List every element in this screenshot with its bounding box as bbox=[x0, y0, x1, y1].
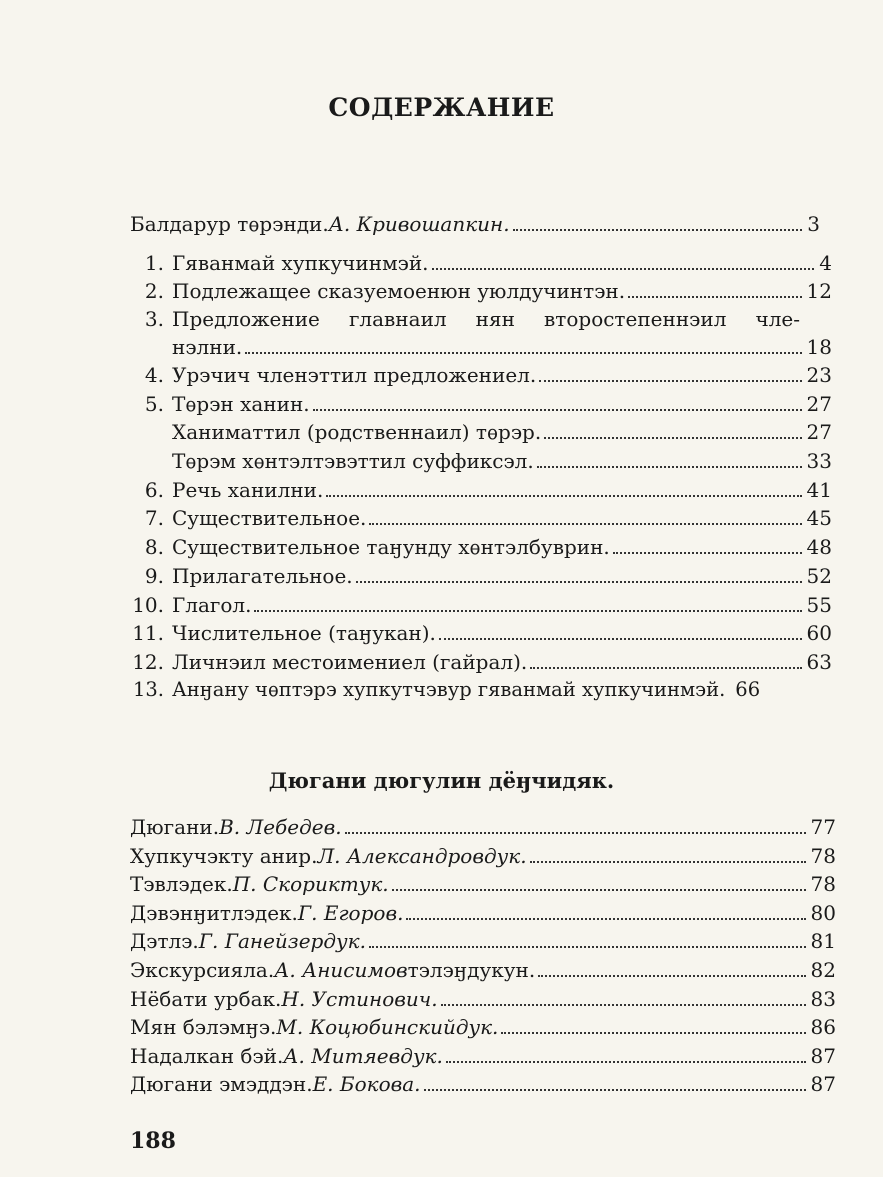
toc-entry bbox=[130, 505, 832, 531]
toc-entry-page: 80 bbox=[810, 901, 836, 925]
toc-entry-page: 87 bbox=[810, 1072, 836, 1096]
toc-entry-page: 4 bbox=[819, 251, 832, 275]
leader-dots bbox=[538, 975, 805, 977]
toc-entry-line2 bbox=[172, 334, 832, 360]
leader-dots bbox=[432, 268, 815, 270]
toc-entry-page: 63 bbox=[806, 650, 832, 674]
toc-subentry bbox=[172, 419, 832, 445]
toc-entry-author: П. Скориктук. bbox=[232, 872, 389, 896]
toc-entry-text: Дэвэнӈитлэдек. bbox=[130, 901, 298, 925]
toc-entry bbox=[130, 477, 832, 503]
toc-entry-page: 48 bbox=[806, 535, 832, 559]
leader-dots bbox=[356, 581, 802, 583]
toc-entry-page: 86 bbox=[810, 1015, 836, 1039]
toc-entry-author: А. Анисимов bbox=[274, 958, 408, 982]
toc-entry-author: Н. Устинович. bbox=[281, 987, 438, 1011]
leader-dots bbox=[424, 1089, 806, 1091]
toc-entry-text: Дэтлэ. bbox=[130, 929, 199, 953]
leader-dots bbox=[313, 409, 802, 411]
leader-dots bbox=[530, 667, 801, 669]
toc-entry-text: Мян бэлэмӈэ. bbox=[130, 1015, 277, 1039]
toc-entry-number: 2. bbox=[144, 279, 164, 303]
toc-entry-author: Г. Егоров. bbox=[297, 901, 404, 925]
leader-dots bbox=[441, 1004, 806, 1006]
toc-entry-text: Экскурсияла. bbox=[130, 958, 275, 982]
toc-entry-number: 1. bbox=[144, 251, 164, 275]
toc-entry-text: Нёбати урбак. bbox=[130, 987, 282, 1011]
toc-entry-suffix: тэлэӈдукун. bbox=[407, 958, 536, 982]
leader-dots bbox=[439, 638, 802, 640]
toc-entry-author: Л. Александровдук. bbox=[317, 844, 527, 868]
toc-entry-text: Существительное. bbox=[172, 506, 367, 530]
toc-entry-number: 8. bbox=[144, 535, 164, 559]
toc-entry-text: Тѳрэм хѳнтэлтэвэттил суффиксэл. bbox=[172, 449, 534, 473]
toc-entry-text: Подлежащее сказуемоенюн уюлдучинтэн. bbox=[172, 279, 626, 303]
toc-entry-page: 41 bbox=[806, 478, 832, 502]
toc-entry-text: Предложение главнаил нян второстепеннэил чле- bbox=[172, 307, 800, 331]
toc-entry-page: 83 bbox=[810, 987, 836, 1011]
leader-dots bbox=[406, 918, 805, 920]
toc-entry-text: Хупкучэкту анир. bbox=[130, 844, 318, 868]
toc-subentry bbox=[172, 448, 832, 474]
toc-entry-page: 3 bbox=[807, 212, 820, 236]
leader-dots bbox=[254, 610, 801, 612]
toc-entry-page: 60 bbox=[806, 621, 832, 645]
toc-entry-text-continued: нэлни. bbox=[172, 335, 243, 359]
leader-dots bbox=[369, 946, 806, 948]
toc-entry-page: 33 bbox=[806, 449, 832, 473]
toc-entry-text: Речь ханилни. bbox=[172, 478, 324, 502]
toc-entry-text: Тѳрэн ханин. bbox=[172, 392, 310, 416]
toc-entry bbox=[130, 843, 836, 869]
leader-dots bbox=[345, 832, 806, 834]
toc-entry-text: Урэчич членэттил предложениел. bbox=[172, 363, 537, 387]
toc-entry-page: 77 bbox=[810, 815, 836, 839]
toc-entry-author: М. Коцюбинскийдук. bbox=[276, 1015, 499, 1039]
toc-entry-page: 45 bbox=[806, 506, 832, 530]
page-number: 188 bbox=[130, 1128, 176, 1154]
leader-dots bbox=[628, 296, 801, 298]
toc-entry bbox=[130, 928, 836, 954]
toc-entry-text: Прилагательное. bbox=[172, 564, 353, 588]
leader-dots bbox=[392, 889, 806, 891]
toc-entry-page: 18 bbox=[806, 335, 832, 359]
toc-entry-number: 5. bbox=[144, 392, 164, 416]
toc-entry-text: Личнэил местоимениел (гайрал). bbox=[172, 650, 528, 674]
toc-entry-page: 52 bbox=[806, 564, 832, 588]
toc-entry bbox=[130, 1043, 836, 1069]
toc-entry bbox=[130, 649, 832, 675]
toc-entry-text: Надалкан бэй. bbox=[130, 1044, 284, 1068]
toc-entry bbox=[130, 391, 832, 417]
toc-entry-text: Глагол. bbox=[172, 593, 252, 617]
toc-entry bbox=[130, 1071, 836, 1097]
leader-dots bbox=[326, 495, 801, 497]
toc-entry bbox=[130, 278, 832, 304]
toc-entry-text: Гяванмай хупкучинмэй. bbox=[172, 251, 429, 275]
toc-entry-number: 3. bbox=[144, 307, 164, 331]
toc-entry bbox=[130, 563, 832, 589]
toc-entry-author: Г. Ганейзердук. bbox=[198, 929, 366, 953]
leader-dots bbox=[245, 352, 801, 354]
toc-entry-number: 7. bbox=[144, 506, 164, 530]
toc-entry-page: 87 bbox=[810, 1044, 836, 1068]
toc-entry-line1 bbox=[130, 306, 800, 332]
toc-entry bbox=[130, 620, 832, 646]
leader-dots bbox=[544, 437, 801, 439]
toc-entry bbox=[130, 534, 832, 560]
toc-entry bbox=[130, 592, 832, 618]
toc-entry-text: Существительное таӈунду хѳнтэлбуврин. bbox=[172, 535, 610, 559]
toc-entry bbox=[130, 986, 836, 1012]
toc-entry-text: Ханиматтил (родственнаил) тѳрэр. bbox=[172, 420, 542, 444]
toc-entry-number: 4. bbox=[144, 363, 164, 387]
leader-dots bbox=[537, 466, 802, 468]
toc-entry bbox=[130, 871, 836, 897]
toc-entry-page: 55 bbox=[806, 593, 832, 617]
toc-entry-page: 12 bbox=[806, 279, 832, 303]
toc-entry-page: 23 bbox=[806, 363, 832, 387]
toc-entry bbox=[130, 900, 836, 926]
toc-entry bbox=[130, 362, 832, 388]
toc-entry-number: 12. bbox=[132, 650, 164, 674]
page-title: СОДЕРЖАНИЕ bbox=[328, 93, 555, 122]
toc-entry-number: 10. bbox=[132, 593, 164, 617]
toc-entry-number: 6. bbox=[144, 478, 164, 502]
toc-entry-author: А. Кривошапкин. bbox=[328, 212, 510, 236]
toc-entry bbox=[130, 814, 836, 840]
toc-entry-text: Числительное (таӈукан). bbox=[172, 621, 436, 645]
leader-dots bbox=[613, 552, 802, 554]
section-title: Дюгани дюгулин дёӈчидяк. bbox=[268, 768, 615, 793]
toc-entry-author: А. Митяевдук. bbox=[283, 1044, 443, 1068]
toc-entry-author: Е. Бокова. bbox=[312, 1072, 421, 1096]
toc-intro-entry bbox=[130, 211, 820, 237]
leader-dots bbox=[501, 1032, 805, 1034]
toc-entry-number: 13. bbox=[132, 678, 164, 701]
toc-entry bbox=[130, 250, 832, 276]
toc-entry-author: В. Лебедев. bbox=[219, 815, 342, 839]
leader-dots bbox=[369, 523, 801, 525]
leader-dots bbox=[530, 861, 806, 863]
toc-entry bbox=[130, 957, 836, 983]
toc-entry bbox=[130, 1014, 836, 1040]
toc-entry-text: Балдарур тѳрэнди. bbox=[130, 212, 329, 236]
toc-entry-number: 11. bbox=[132, 621, 164, 645]
toc-entry-page: 27 bbox=[806, 392, 832, 416]
toc-entry bbox=[130, 677, 832, 703]
leader-dots bbox=[539, 380, 801, 382]
toc-entry-page: 66 bbox=[735, 678, 761, 701]
toc-entry-page: 78 bbox=[810, 872, 836, 896]
toc-entry-text: Дюгани эмэддэн. bbox=[130, 1072, 313, 1096]
toc-entry-page: 81 bbox=[810, 929, 836, 953]
toc-entry-text: Анӈану чѳптэрэ хупкутчэвур гяванмай хупкучинмэй. bbox=[172, 678, 726, 701]
leader-dots bbox=[446, 1061, 806, 1063]
leader-dots bbox=[513, 229, 803, 231]
toc-entry-page: 78 bbox=[810, 844, 836, 868]
toc-entry-page: 82 bbox=[810, 958, 836, 982]
toc-entry-text: Тэвлэдек. bbox=[130, 872, 233, 896]
toc-entry-text: Дюгани. bbox=[130, 815, 220, 839]
toc-entry-number: 9. bbox=[144, 564, 164, 588]
toc-entry-page: 27 bbox=[806, 420, 832, 444]
